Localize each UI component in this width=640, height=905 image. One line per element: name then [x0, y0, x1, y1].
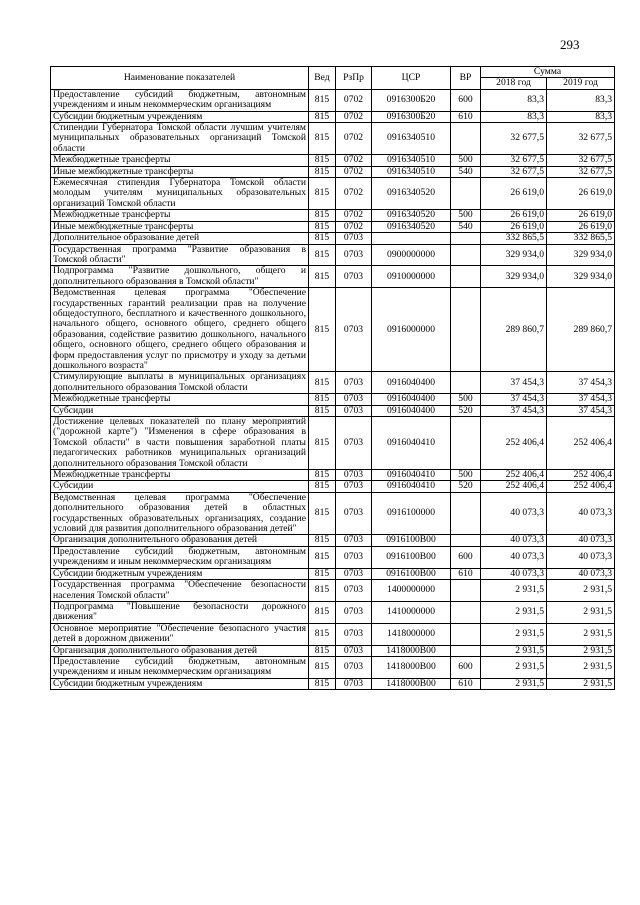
cell-csr: 1418000000: [372, 623, 451, 645]
cell-ved: 815: [309, 535, 336, 546]
cell-sum-2019: 32 677,5: [547, 166, 615, 177]
cell-ved: 815: [309, 111, 336, 122]
cell-ved: 815: [309, 568, 336, 579]
cell-rzpr: 0703: [336, 492, 372, 535]
cell-sum-2018: 2 931,5: [481, 656, 547, 678]
cell-sum-2018: 329 934,0: [481, 244, 547, 266]
cell-ved: 815: [309, 580, 336, 602]
cell-ved: 815: [309, 678, 336, 689]
cell-vr: 610: [451, 678, 481, 689]
cell-csr: 0916040400: [372, 405, 451, 416]
cell-name: Межбюджетные трансферты: [51, 394, 309, 405]
cell-vr: 540: [451, 166, 481, 177]
header-rzpr: РзПр: [336, 67, 372, 90]
cell-sum-2019: 2 931,5: [547, 601, 615, 623]
table-row: [51, 123, 615, 155]
table-row: [51, 580, 615, 602]
header-vr: ВР: [451, 67, 481, 90]
cell-csr: 1418000В00: [372, 656, 451, 678]
cell-sum-2018: 252 406,4: [481, 481, 547, 492]
cell-vr: 600: [451, 546, 481, 568]
cell-name: Субсидии: [51, 481, 309, 492]
cell-name: Подпрограмма "Повышение безопасности дорожного движения": [51, 601, 309, 623]
cell-sum-2019: 40 073,3: [547, 568, 615, 579]
header-year-2018: 2018 год: [481, 78, 547, 89]
cell-sum-2019: 329 934,0: [547, 244, 615, 266]
cell-sum-2019: 2 931,5: [547, 580, 615, 602]
table-row: [51, 155, 615, 166]
cell-sum-2018: 2 931,5: [481, 623, 547, 645]
cell-ved: 815: [309, 372, 336, 394]
cell-name: Государственная программа "Развитие образования в Томской области": [51, 244, 309, 266]
cell-csr: 1400000000: [372, 580, 451, 602]
cell-ved: 815: [309, 123, 336, 155]
table-row: [51, 178, 615, 210]
cell-vr: [451, 233, 481, 244]
cell-csr: 0916340510: [372, 123, 451, 155]
cell-name: Ведомственная целевая программа "Обеспечение государственных гарантий реализации прав на получение общедоступного, бесплатного и качественного дошкольного, начального общего, основного общего, среднего общего образования, содействие развитию дошкольного, начального общего, основного общего, среднего общего образования и форм предоставления услуг по присмотру и уходу за детьми дошкольного возраста": [51, 288, 309, 372]
cell-rzpr: 0702: [336, 166, 372, 177]
header-ved: Вед: [309, 67, 336, 90]
cell-rzpr: 0703: [336, 405, 372, 416]
cell-name: Иные межбюджетные трансферты: [51, 166, 309, 177]
cell-sum-2019: 40 073,3: [547, 492, 615, 535]
cell-name: Межбюджетные трансферты: [51, 155, 309, 166]
table-row: [51, 372, 615, 394]
page-number: 293: [560, 37, 580, 52]
cell-vr: 500: [451, 394, 481, 405]
cell-csr: [372, 233, 451, 244]
cell-csr: 1418000В00: [372, 678, 451, 689]
cell-vr: [451, 492, 481, 535]
table-row: [51, 678, 615, 689]
cell-sum-2019: 252 406,4: [547, 470, 615, 481]
cell-csr: 0916100В00: [372, 535, 451, 546]
cell-vr: 540: [451, 221, 481, 232]
cell-csr: 0916340510: [372, 166, 451, 177]
cell-sum-2018: 2 931,5: [481, 645, 547, 656]
cell-rzpr: 0703: [336, 645, 372, 656]
cell-csr: 1410000000: [372, 601, 451, 623]
header-name: Наименование показателей: [51, 67, 309, 90]
cell-csr: 0916040400: [372, 372, 451, 394]
cell-rzpr: 0703: [336, 546, 372, 568]
cell-sum-2019: 26 619,0: [547, 210, 615, 221]
cell-sum-2018: 37 454,3: [481, 405, 547, 416]
cell-vr: 600: [451, 89, 481, 111]
header-sum: Сумма: [481, 67, 615, 78]
cell-sum-2019: 40 073,3: [547, 546, 615, 568]
cell-name: Государственная программа "Обеспечение безопасности населения Томской области": [51, 580, 309, 602]
cell-vr: [451, 244, 481, 266]
cell-vr: [451, 372, 481, 394]
cell-vr: 600: [451, 656, 481, 678]
cell-ved: 815: [309, 266, 336, 288]
table-header: [51, 67, 615, 90]
cell-rzpr: 0703: [336, 481, 372, 492]
cell-sum-2019: 32 677,5: [547, 155, 615, 166]
cell-vr: [451, 266, 481, 288]
cell-vr: 610: [451, 568, 481, 579]
cell-ved: 815: [309, 221, 336, 232]
cell-rzpr: 0703: [336, 678, 372, 689]
cell-csr: 0916300Б20: [372, 111, 451, 122]
cell-sum-2019: 252 406,4: [547, 417, 615, 470]
cell-name: Иные межбюджетные трансферты: [51, 221, 309, 232]
cell-sum-2019: 252 406,4: [547, 481, 615, 492]
table-row: [51, 244, 615, 266]
cell-name: Основное мероприятие "Обеспечение безопасного участия детей в дорожном движении": [51, 623, 309, 645]
cell-sum-2018: 26 619,0: [481, 178, 547, 210]
cell-sum-2018: 252 406,4: [481, 470, 547, 481]
cell-rzpr: 0703: [336, 656, 372, 678]
cell-vr: [451, 601, 481, 623]
cell-name: Субсидии: [51, 405, 309, 416]
cell-rzpr: 0703: [336, 394, 372, 405]
cell-rzpr: 0702: [336, 123, 372, 155]
cell-csr: 0916000000: [372, 288, 451, 372]
cell-ved: 815: [309, 481, 336, 492]
cell-ved: 815: [309, 210, 336, 221]
cell-csr: 0916100000: [372, 492, 451, 535]
cell-vr: [451, 645, 481, 656]
cell-sum-2018: 83,3: [481, 89, 547, 111]
cell-name: Субсидии бюджетным учреждениям: [51, 678, 309, 689]
cell-ved: 815: [309, 405, 336, 416]
cell-ved: 815: [309, 288, 336, 372]
cell-ved: 815: [309, 417, 336, 470]
cell-vr: [451, 417, 481, 470]
table-row: [51, 111, 615, 122]
cell-sum-2018: 40 073,3: [481, 492, 547, 535]
cell-rzpr: 0703: [336, 417, 372, 470]
cell-name: Стимулирующие выплаты в муниципальных организациях дополнительного образования Томской области: [51, 372, 309, 394]
cell-vr: 500: [451, 155, 481, 166]
table-row: [51, 288, 615, 372]
cell-name: Организация дополнительного образования детей: [51, 645, 309, 656]
cell-name: Предоставление субсидий бюджетным, автономным учреждениям и иным некоммерческим организациям: [51, 89, 309, 111]
cell-sum-2018: 2 931,5: [481, 601, 547, 623]
cell-sum-2019: 26 619,0: [547, 178, 615, 210]
cell-rzpr: 0703: [336, 372, 372, 394]
cell-sum-2019: 329 934,0: [547, 266, 615, 288]
cell-vr: 610: [451, 111, 481, 122]
table-row: [51, 221, 615, 232]
cell-vr: [451, 178, 481, 210]
table-row: [51, 405, 615, 416]
cell-sum-2018: 252 406,4: [481, 417, 547, 470]
cell-ved: 815: [309, 546, 336, 568]
cell-sum-2019: 2 931,5: [547, 645, 615, 656]
cell-sum-2018: 32 677,5: [481, 123, 547, 155]
cell-sum-2018: 32 677,5: [481, 166, 547, 177]
cell-name: Стипендии Губернатора Томской области лучшим учителям муниципальных образовательных организаций Томской области: [51, 123, 309, 155]
cell-csr: 1418000В00: [372, 645, 451, 656]
cell-vr: 500: [451, 470, 481, 481]
cell-rzpr: 0703: [336, 568, 372, 579]
cell-rzpr: 0702: [336, 89, 372, 111]
cell-ved: 815: [309, 244, 336, 266]
cell-rzpr: 0703: [336, 623, 372, 645]
cell-sum-2019: 32 677,5: [547, 123, 615, 155]
cell-csr: 0916040410: [372, 470, 451, 481]
cell-sum-2018: 2 931,5: [481, 678, 547, 689]
cell-sum-2018: 40 073,3: [481, 568, 547, 579]
cell-name: Межбюджетные трансферты: [51, 210, 309, 221]
cell-sum-2019: 2 931,5: [547, 678, 615, 689]
cell-rzpr: 0703: [336, 601, 372, 623]
table-row: [51, 470, 615, 481]
cell-ved: 815: [309, 89, 336, 111]
cell-name: Предоставление субсидий бюджетным, автономным учреждениям и иным некоммерческим организациям: [51, 546, 309, 568]
cell-csr: 0916340520: [372, 210, 451, 221]
cell-rzpr: 0703: [336, 470, 372, 481]
table-row: [51, 492, 615, 535]
cell-vr: 500: [451, 210, 481, 221]
cell-name: Межбюджетные трансферты: [51, 470, 309, 481]
cell-csr: 0900000000: [372, 244, 451, 266]
cell-ved: 815: [309, 623, 336, 645]
cell-sum-2019: 37 454,3: [547, 405, 615, 416]
cell-rzpr: 0703: [336, 233, 372, 244]
cell-ved: 815: [309, 601, 336, 623]
table-row: [51, 394, 615, 405]
cell-sum-2019: 37 454,3: [547, 372, 615, 394]
cell-sum-2018: 332 865,5: [481, 233, 547, 244]
table-row: [51, 166, 615, 177]
cell-csr: 0916040410: [372, 481, 451, 492]
cell-sum-2019: 2 931,5: [547, 623, 615, 645]
cell-csr: 0916340520: [372, 178, 451, 210]
table-row: [51, 601, 615, 623]
cell-rzpr: 0703: [336, 266, 372, 288]
table-row: [51, 266, 615, 288]
table-row: [51, 481, 615, 492]
cell-sum-2018: 26 619,0: [481, 210, 547, 221]
cell-name: Организация дополнительного образования детей: [51, 535, 309, 546]
cell-ved: 815: [309, 178, 336, 210]
cell-sum-2018: 289 860,7: [481, 288, 547, 372]
cell-sum-2019: 2 931,5: [547, 656, 615, 678]
cell-name: Субсидии бюджетным учреждениям: [51, 111, 309, 122]
cell-ved: 815: [309, 470, 336, 481]
cell-ved: 815: [309, 492, 336, 535]
cell-csr: 0916100В00: [372, 568, 451, 579]
cell-rzpr: 0703: [336, 288, 372, 372]
table-row: [51, 417, 615, 470]
cell-sum-2019: 83,3: [547, 89, 615, 111]
cell-ved: 815: [309, 394, 336, 405]
cell-sum-2018: 83,3: [481, 111, 547, 122]
cell-sum-2018: 2 931,5: [481, 580, 547, 602]
cell-name: Достижение целевых показателей по плану мероприятий ("дорожной карте") "Изменения в сфере образования в Томской области" в части повышения заработной платы педагогических работников муниципальных организаций дополнительного образования Томской области: [51, 417, 309, 470]
table-row: [51, 210, 615, 221]
cell-csr: 0916300Б20: [372, 89, 451, 111]
cell-sum-2018: 37 454,3: [481, 372, 547, 394]
cell-sum-2018: 32 677,5: [481, 155, 547, 166]
cell-rzpr: 0702: [336, 221, 372, 232]
table-row: [51, 546, 615, 568]
cell-sum-2019: 40 073,3: [547, 535, 615, 546]
table-row: [51, 233, 615, 244]
cell-vr: [451, 535, 481, 546]
table-row: [51, 623, 615, 645]
cell-sum-2019: 332 865,5: [547, 233, 615, 244]
cell-csr: 0916040400: [372, 394, 451, 405]
cell-sum-2018: 26 619,0: [481, 221, 547, 232]
header-year-2019: 2019 год: [547, 78, 615, 89]
cell-ved: 815: [309, 233, 336, 244]
cell-sum-2019: 26 619,0: [547, 221, 615, 232]
cell-csr: 0916340510: [372, 155, 451, 166]
cell-name: Субсидии бюджетным учреждениям: [51, 568, 309, 579]
cell-rzpr: 0702: [336, 178, 372, 210]
table-row: [51, 568, 615, 579]
cell-rzpr: 0702: [336, 210, 372, 221]
cell-name: Ведомственная целевая программа "Обеспечение дополнительного образования детей в областных государственных образовательных организациях, создание условий для развития дополнительного образования детей": [51, 492, 309, 535]
cell-vr: 520: [451, 405, 481, 416]
cell-csr: 0910000000: [372, 266, 451, 288]
cell-name: Предоставление субсидий бюджетным, автономным учреждениям и иным некоммерческим организациям: [51, 656, 309, 678]
cell-ved: 815: [309, 645, 336, 656]
cell-ved: 815: [309, 656, 336, 678]
budget-table: [50, 66, 615, 690]
cell-rzpr: 0703: [336, 580, 372, 602]
cell-vr: 520: [451, 481, 481, 492]
cell-vr: [451, 288, 481, 372]
cell-sum-2018: 37 454,3: [481, 394, 547, 405]
cell-sum-2019: 37 454,3: [547, 394, 615, 405]
cell-vr: [451, 123, 481, 155]
cell-sum-2018: 40 073,3: [481, 535, 547, 546]
cell-vr: [451, 623, 481, 645]
cell-name: Ежемесячная стипендия Губернатора Томской области молодым учителям муниципальных образовательных организаций Томской области: [51, 178, 309, 210]
cell-csr: 0916100В00: [372, 546, 451, 568]
header-csr: ЦСР: [372, 67, 451, 90]
table-row: [51, 89, 615, 111]
cell-ved: 815: [309, 166, 336, 177]
table-row: [51, 656, 615, 678]
cell-name: Дополнительное образование детей: [51, 233, 309, 244]
cell-sum-2018: 40 073,3: [481, 546, 547, 568]
cell-csr: 0916040410: [372, 417, 451, 470]
cell-name: Подпрограмма "Развитие дошкольного, общего и дополнительного образования в Томской области": [51, 266, 309, 288]
cell-vr: [451, 580, 481, 602]
cell-rzpr: 0702: [336, 111, 372, 122]
table-row: [51, 645, 615, 656]
table-row: [51, 535, 615, 546]
cell-sum-2019: 83,3: [547, 111, 615, 122]
cell-sum-2018: 329 934,0: [481, 266, 547, 288]
table-body: [51, 89, 615, 689]
cell-sum-2019: 289 860,7: [547, 288, 615, 372]
cell-rzpr: 0703: [336, 535, 372, 546]
cell-rzpr: 0703: [336, 244, 372, 266]
cell-rzpr: 0702: [336, 155, 372, 166]
cell-csr: 0916340520: [372, 221, 451, 232]
cell-ved: 815: [309, 155, 336, 166]
